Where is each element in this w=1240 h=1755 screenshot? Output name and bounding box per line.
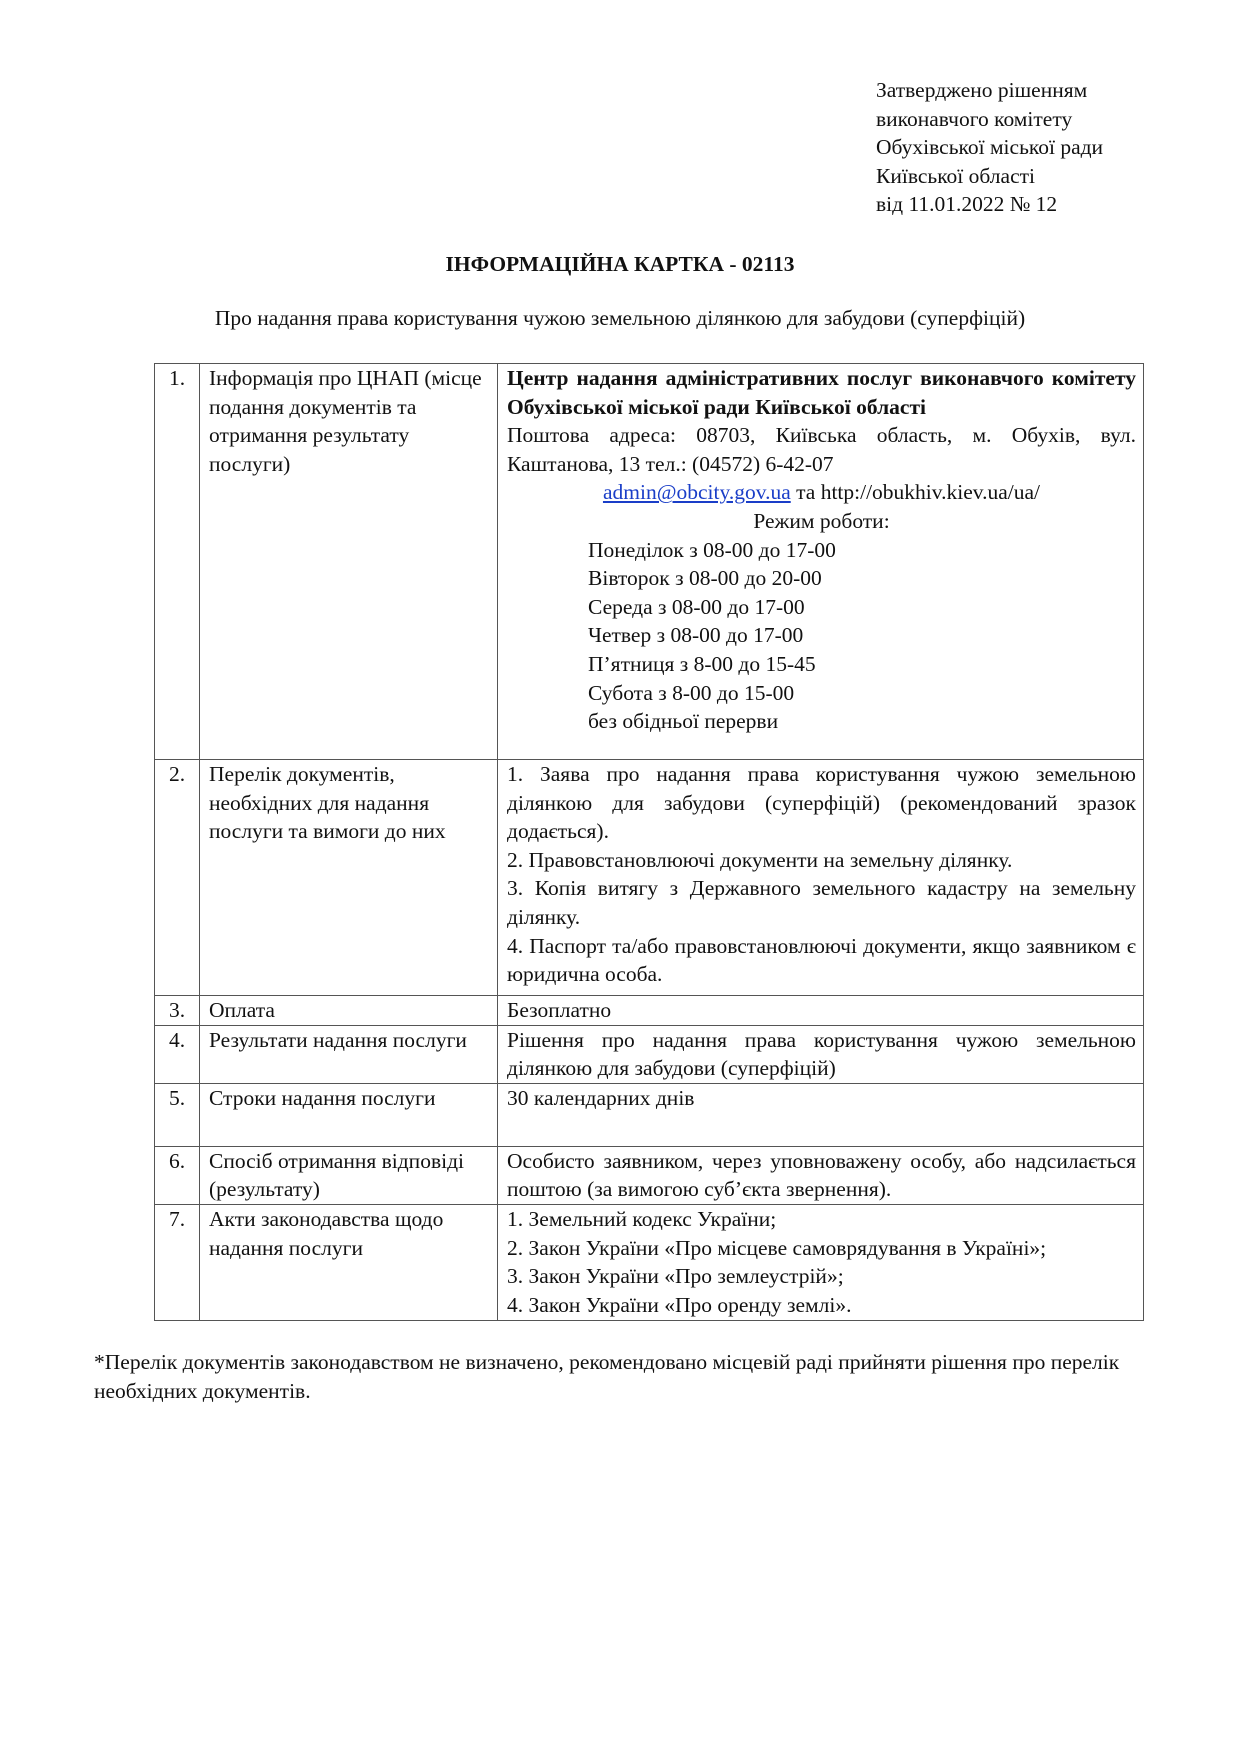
row-label: Інформація про ЦНАП (місце подання документів та отримання результату послуги) <box>200 364 498 760</box>
table-row-legislation <box>155 1204 1144 1320</box>
schedule-title: Режим роботи: <box>753 508 890 533</box>
row-number: 6. <box>155 1146 200 1204</box>
row-number: 5. <box>155 1083 200 1146</box>
table-row-delivery-method <box>155 1146 1144 1204</box>
schedule-item: Четвер з 08-00 до 17-00 <box>588 623 804 648</box>
row-number: 3. <box>155 996 200 1026</box>
row-value: Безоплатно <box>498 996 1144 1026</box>
table-row-documents <box>155 760 1144 996</box>
schedule-item: Середа з 08-00 до 17-00 <box>588 594 805 619</box>
schedule-list <box>507 536 1136 736</box>
approval-line: Обухівської міської ради <box>876 135 1104 159</box>
footnote: *Перелік документів законодавством не визначено, рекомендовано місцевій раді прийняти рішення про перелік необхідних документів. <box>94 1350 1120 1403</box>
table-row-terms <box>155 1083 1144 1146</box>
row-label: Оплата <box>200 996 498 1026</box>
row-label: Строки надання послуги <box>200 1083 498 1146</box>
cnap-address: Поштова адреса: 08703, Київська область, м. Обухів, вул. Каштанова, 13 тел.: (04572) 6-42-07 <box>507 423 1136 476</box>
cnap-org-name: Центр надання адміністративних послуг виконавчого комітету Обухівської міської ради Київської області <box>507 366 1136 419</box>
list-item: 4. Паспорт та/або правовстановлюючі документи, якщо заявником є юридична особа. <box>507 933 1136 987</box>
row-value: 30 календарних днів <box>498 1083 1144 1146</box>
schedule-item: Субота з 8-00 до 15-00 <box>588 680 795 705</box>
list-item: 1. Земельний кодекс України; <box>507 1206 777 1231</box>
website-text: http://obukhiv.kiev.ua/ua/ <box>820 480 1041 505</box>
table-row-results <box>155 1025 1144 1083</box>
info-card-table <box>154 363 1144 1321</box>
row-label: Результати надання послуги <box>200 1025 498 1083</box>
row-value <box>498 364 1144 760</box>
table-row-cnap-info <box>155 364 1144 760</box>
row-value <box>498 760 1144 996</box>
list-item: 2. Правовстановлюючі документи на земельну ділянку. <box>507 847 1013 872</box>
approval-line: Затверджено рішенням <box>876 78 1088 102</box>
row-label: Акти законодавства щодо надання послуги <box>200 1204 498 1320</box>
schedule-item: Понеділок з 08-00 до 17-00 <box>588 537 836 562</box>
row-label: Спосіб отримання відповіді (результату) <box>200 1146 498 1204</box>
approval-stamp <box>876 76 1196 219</box>
approval-date-line: від 11.01.2022 № 12 <box>876 192 1058 216</box>
row-number: 4. <box>155 1025 200 1083</box>
list-item: 1. Заява про надання права користування чужою земельною ділянкою для забудови (суперфіцій) (рекомендований зразок додається). <box>507 762 1136 844</box>
row-value <box>498 1204 1144 1320</box>
list-item: 3. Закон України «Про землеустрій»; <box>507 1264 844 1289</box>
row-value: Рішення про надання права користування чужою земельною ділянкою для забудови (суперфіцій) <box>498 1025 1144 1083</box>
email-link[interactable]: admin@obcity.gov.ua <box>602 480 791 505</box>
approval-line: Київської області <box>876 163 1035 188</box>
document-subtitle: Про надання права користування чужою земельною ділянкою для забудови (суперфіцій) <box>214 306 1026 330</box>
row-number: 2. <box>155 760 200 996</box>
schedule-item: П’ятниця з 8-00 до 15-45 <box>588 651 816 676</box>
schedule-item: без обідньої перерви <box>588 709 779 734</box>
approval-line: виконавчого комітету <box>876 106 1073 131</box>
contacts-connector: та <box>796 480 816 505</box>
document-title: ІНФОРМАЦІЙНА КАРТКА - 02113 <box>445 252 795 276</box>
row-value: Особисто заявником, через уповноважену особу, або надсилається поштою (за вимогою суб’єкта звернення). <box>498 1146 1144 1204</box>
schedule-item: Вівторок з 08-00 до 20-00 <box>588 566 822 591</box>
table-row-payment <box>155 996 1144 1026</box>
row-number: 7. <box>155 1204 200 1320</box>
list-item: 2. Закон України «Про місцеве самоврядування в Україні»; <box>507 1235 1047 1260</box>
list-item: 3. Копія витягу з Державного земельного кадастру на земельну ділянку. <box>507 876 1136 929</box>
cnap-contacts <box>507 478 1136 507</box>
row-number: 1. <box>155 364 200 760</box>
list-item: 4. Закон України «Про оренду землі». <box>507 1292 852 1317</box>
row-label: Перелік документів, необхідних для надання послуги та вимоги до них <box>200 760 498 996</box>
